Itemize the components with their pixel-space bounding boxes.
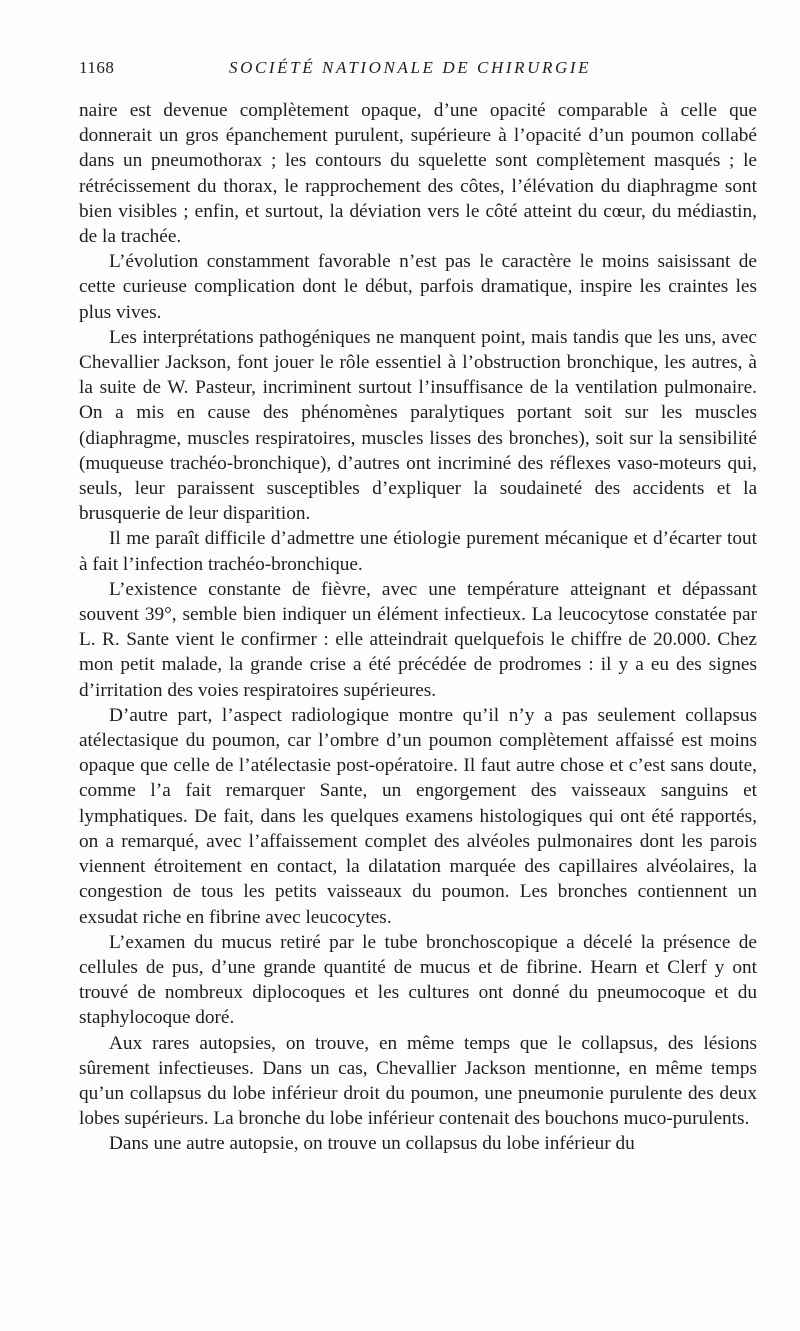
paragraph: L’existence constante de fièvre, avec une température atteignant et dépassant souvent 39°, semble bien indiquer un élément infectieux. La leucocytose constatée par L. R. Sante vient le confirmer : elle atteindrait quelquefois le chiffre de 20.000. Chez mon petit malade, la grande crise a été précédée de prodromes : il y a eu des signes d’irritation des voies respiratoires supérieures. (79, 578, 757, 701)
paragraph: Les interprétations pathogéniques ne manquent point, mais tandis que les uns, avec Chevallier Jackson, font jouer le rôle essentiel à l’obstruction bronchique, les autres, à la suite de W. Pasteur, incriminent surtout l’insuffisance de la ventilation pulmonaire. On a mis en cause des phénomènes paralytiques portant soit sur les muscles (diaphragme, muscles respiratoires, muscles lisses des bronches), soit sur la sensibilité (muqueuse trachéo-bronchique), d’autres ont incriminé des réflexes vaso-moteurs qui, seuls, leur paraissent susceptibles d’expliquer la soudaineté des accidents et la brusquerie de leur disparition. (79, 326, 757, 525)
paragraph: Il me paraît difficile d’admettre une étiologie purement mécanique et d’écarter tout à fait l’infection trachéo-bronchique. (79, 528, 757, 575)
paragraph: D’autre part, l’aspect radiologique montre qu’il n’y a pas seulement collapsus atélectasique du poumon, car l’ombre d’un poumon complètement affaissé est moins opaque que celle de l’atélectasie post-opératoire. Il faut autre chose et c’est sans doute, comme l’a fait remarquer Sante, un engorgement des vaisseaux sanguins et lymphatiques. De fait, dans les quelques examens histologiques qui ont été rapportés, on a remarqué, avec l’affaissement complet des alvéoles pulmonaires dont les parois viennent étroitement en contact, la dilatation marquée des capillaires alvéolaires, la congestion de tous les petits vaisseaux du poumon. Les bronches contiennent un exsudat riche en fibrine avec leucocytes. (79, 704, 757, 928)
paragraph: Dans une autre autopsie, on trouve un collapsus du lobe inférieur du (109, 1133, 635, 1155)
paragraph: L’évolution constamment favorable n’est pas le caractère le moins saisissant de cette curieuse complication dont le début, parfois dramatique, inspire les craintes les plus vives. (79, 251, 757, 323)
running-head (79, 58, 753, 82)
page-number: 1168 (79, 58, 115, 77)
journal-title: SOCIÉTÉ NATIONALE DE CHIRURGIE (229, 58, 592, 77)
paragraph: Aux rares autopsies, on trouve, en même temps que le collapsus, des lésions sûrement infectieuses. Dans un cas, Chevallier Jackson mentionne, en même temps qu’un collapsus du lobe inférieur droit du poumon, une pneumonie purulente des deux lobes supérieurs. La bronche du lobe inférieur contenait des bouchons muco-purulents. (79, 1032, 757, 1130)
paragraph: naire est devenue complètement opaque, d’une opacité comparable à celle que donnerait un gros épanchement purulent, supérieure à l’opacité d’un poumon collabé dans un pneumothorax ; les contours du squelette sont complètement masqués ; le rétrécissement du thorax, le rapprochement des côtes, l’élévation du diaphragme sont bien visibles ; enfin, et surtout, la déviation vers le côté atteint du cœur, du médiastin, de la trachée. (79, 100, 757, 248)
paragraph: L’examen du mucus retiré par le tube bronchoscopique a décelé la présence de cellules de pus, d’une grande quantité de mucus et de fibrine. Hearn et Clerf y ont trouvé de nombreux diplocoques et les cultures ont donné du pneumocoque et du staphylocoque doré. (79, 931, 757, 1029)
body-text (79, 98, 757, 1157)
